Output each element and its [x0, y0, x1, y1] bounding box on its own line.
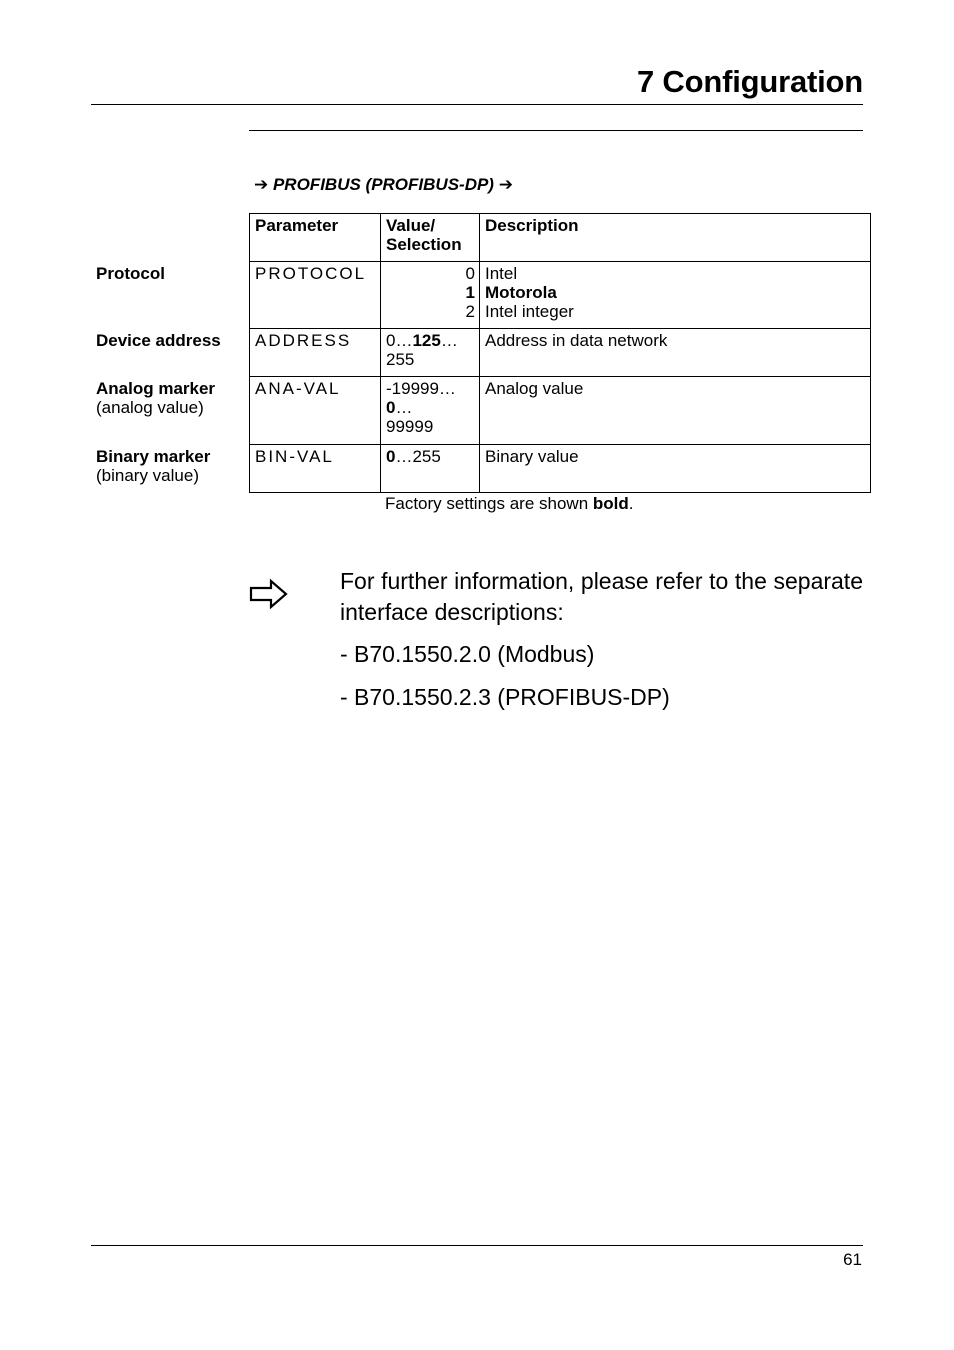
value-default: 0 — [386, 398, 396, 417]
table-footnote — [385, 494, 634, 514]
table-row — [250, 329, 871, 377]
footnote-bold-word: bold — [592, 494, 629, 513]
row-label-analog-marker — [96, 379, 215, 417]
header-value — [381, 214, 480, 262]
value-range-sep: … — [395, 398, 413, 417]
header-description: Description — [480, 214, 871, 262]
header-value-line2: Selection — [386, 235, 462, 254]
row-label-device-address — [96, 331, 221, 350]
chapter-title: 7 Configuration — [636, 64, 863, 99]
row-label-protocol — [96, 264, 165, 283]
description-cell — [480, 262, 871, 329]
description-cell: Binary value — [480, 445, 871, 493]
description-option: Intel — [485, 264, 518, 283]
parameter-cell: ANA-VAL — [250, 377, 381, 445]
row-sublabel-text: (binary value) — [96, 466, 199, 485]
row-label-text: Analog marker — [96, 379, 216, 398]
value-option-default: 1 — [465, 283, 475, 302]
reference-modbus: - B70.1550.2.0 (Modbus) — [340, 641, 595, 667]
value-range-start: 0… — [386, 331, 413, 350]
row-label-text: Protocol — [96, 264, 165, 283]
value-cell — [381, 445, 480, 493]
value-option: 2 — [465, 302, 475, 321]
header-rule — [91, 104, 863, 105]
value-range-sep: … — [440, 331, 458, 350]
footer-rule — [91, 1245, 863, 1246]
menu-path: ➔ PROFIBUS (PROFIBUS-DP) ➔ — [254, 175, 513, 194]
hint-text: For further information, please refer to the separate interface descriptions: — [340, 568, 863, 625]
description-cell: Analog value — [480, 377, 871, 445]
table-row — [250, 445, 871, 493]
parameter-cell: BIN-VAL — [250, 445, 381, 493]
parameter-table — [249, 213, 871, 493]
value-cell — [381, 329, 480, 377]
description-option-default: Motorola — [485, 283, 557, 302]
value-default: 0 — [386, 447, 396, 466]
value-range-end: …255 — [395, 447, 441, 466]
table-row — [250, 377, 871, 445]
footnote-period: . — [628, 494, 634, 513]
value-option: 0 — [465, 264, 475, 283]
row-label-binary-marker — [96, 447, 210, 485]
value-cell — [381, 377, 480, 445]
row-sublabel-text: (analog value) — [96, 398, 204, 417]
page-number: 61 — [843, 1250, 862, 1269]
header-parameter: Parameter — [250, 214, 381, 262]
row-label-text: Binary marker — [96, 447, 211, 466]
section-rule — [249, 130, 863, 131]
value-range-end: 99999 — [386, 417, 434, 436]
row-label-text: Device address — [96, 331, 221, 350]
table-header-row — [250, 214, 871, 262]
parameter-cell: PROTOCOL — [250, 262, 381, 329]
description-cell: Address in data network — [480, 329, 871, 377]
footnote-text: Factory settings are shown — [385, 494, 593, 513]
hollow-right-arrow-icon — [249, 578, 289, 610]
header-value-line1: Value/ — [386, 216, 436, 235]
reference-profibus: - B70.1550.2.3 (PROFIBUS-DP) — [340, 684, 670, 710]
value-cell — [381, 262, 480, 329]
parameter-cell: ADDRESS — [250, 329, 381, 377]
value-range-start: -19999… — [386, 379, 456, 398]
table-row — [250, 262, 871, 329]
value-default: 125 — [412, 331, 441, 350]
description-option: Intel integer — [485, 302, 574, 321]
value-range-end: 255 — [386, 350, 415, 369]
